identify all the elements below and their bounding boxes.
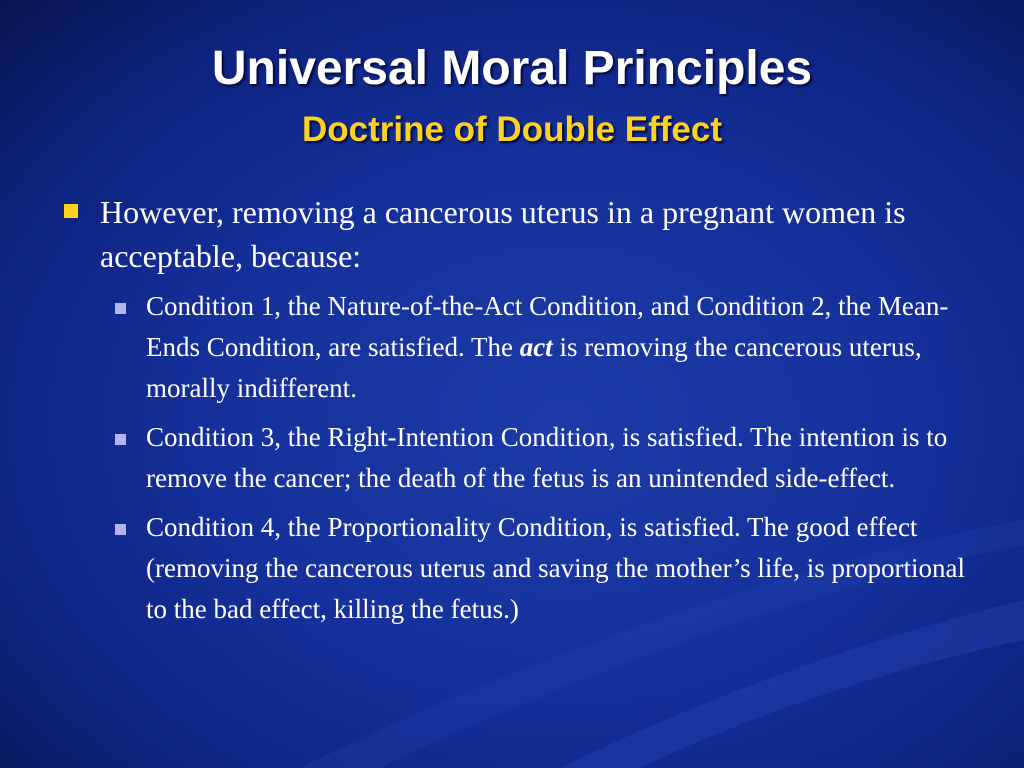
- square-bullet-icon: [64, 204, 78, 218]
- condition-1-2-emphasis: act: [519, 332, 553, 362]
- slide-content: [62, 190, 972, 630]
- condition-1-2-text-before: Condition 1, the Nature-of-the-Act Condition, and Condition 2, the Mean-Ends Condition, are satisfied. The: [146, 291, 949, 362]
- sub-bullet-condition-3: [146, 417, 976, 499]
- slide-subtitle: Doctrine of Double Effect: [301, 110, 723, 149]
- sub-bullet-condition-4: [146, 507, 976, 630]
- condition-1-2-text-after: is removing the cancerous uterus, morally indifferent.: [146, 332, 922, 403]
- square-bullet-icon: [115, 434, 126, 445]
- sub-bullet-condition-1-2: [146, 286, 976, 409]
- slide-title: Universal Moral Principles: [211, 42, 813, 95]
- square-bullet-icon: [115, 303, 126, 314]
- main-bullet-text: However, removing a cancerous uterus in a pregnant women is acceptable, because:: [100, 194, 906, 274]
- condition-3-text: Condition 3, the Right-Intention Condition, is satisfied. The intention is to remove the cancer; the death of the fetus is an unintended side-effect.: [146, 422, 948, 493]
- condition-4-text: Condition 4, the Proportionality Condition, is satisfied. The good effect (removing the cancerous uterus and saving the mother’s life, is proportional to the bad effect, killing the fetus.): [146, 512, 966, 624]
- square-bullet-icon: [115, 524, 126, 535]
- main-bullet-point: [62, 190, 972, 278]
